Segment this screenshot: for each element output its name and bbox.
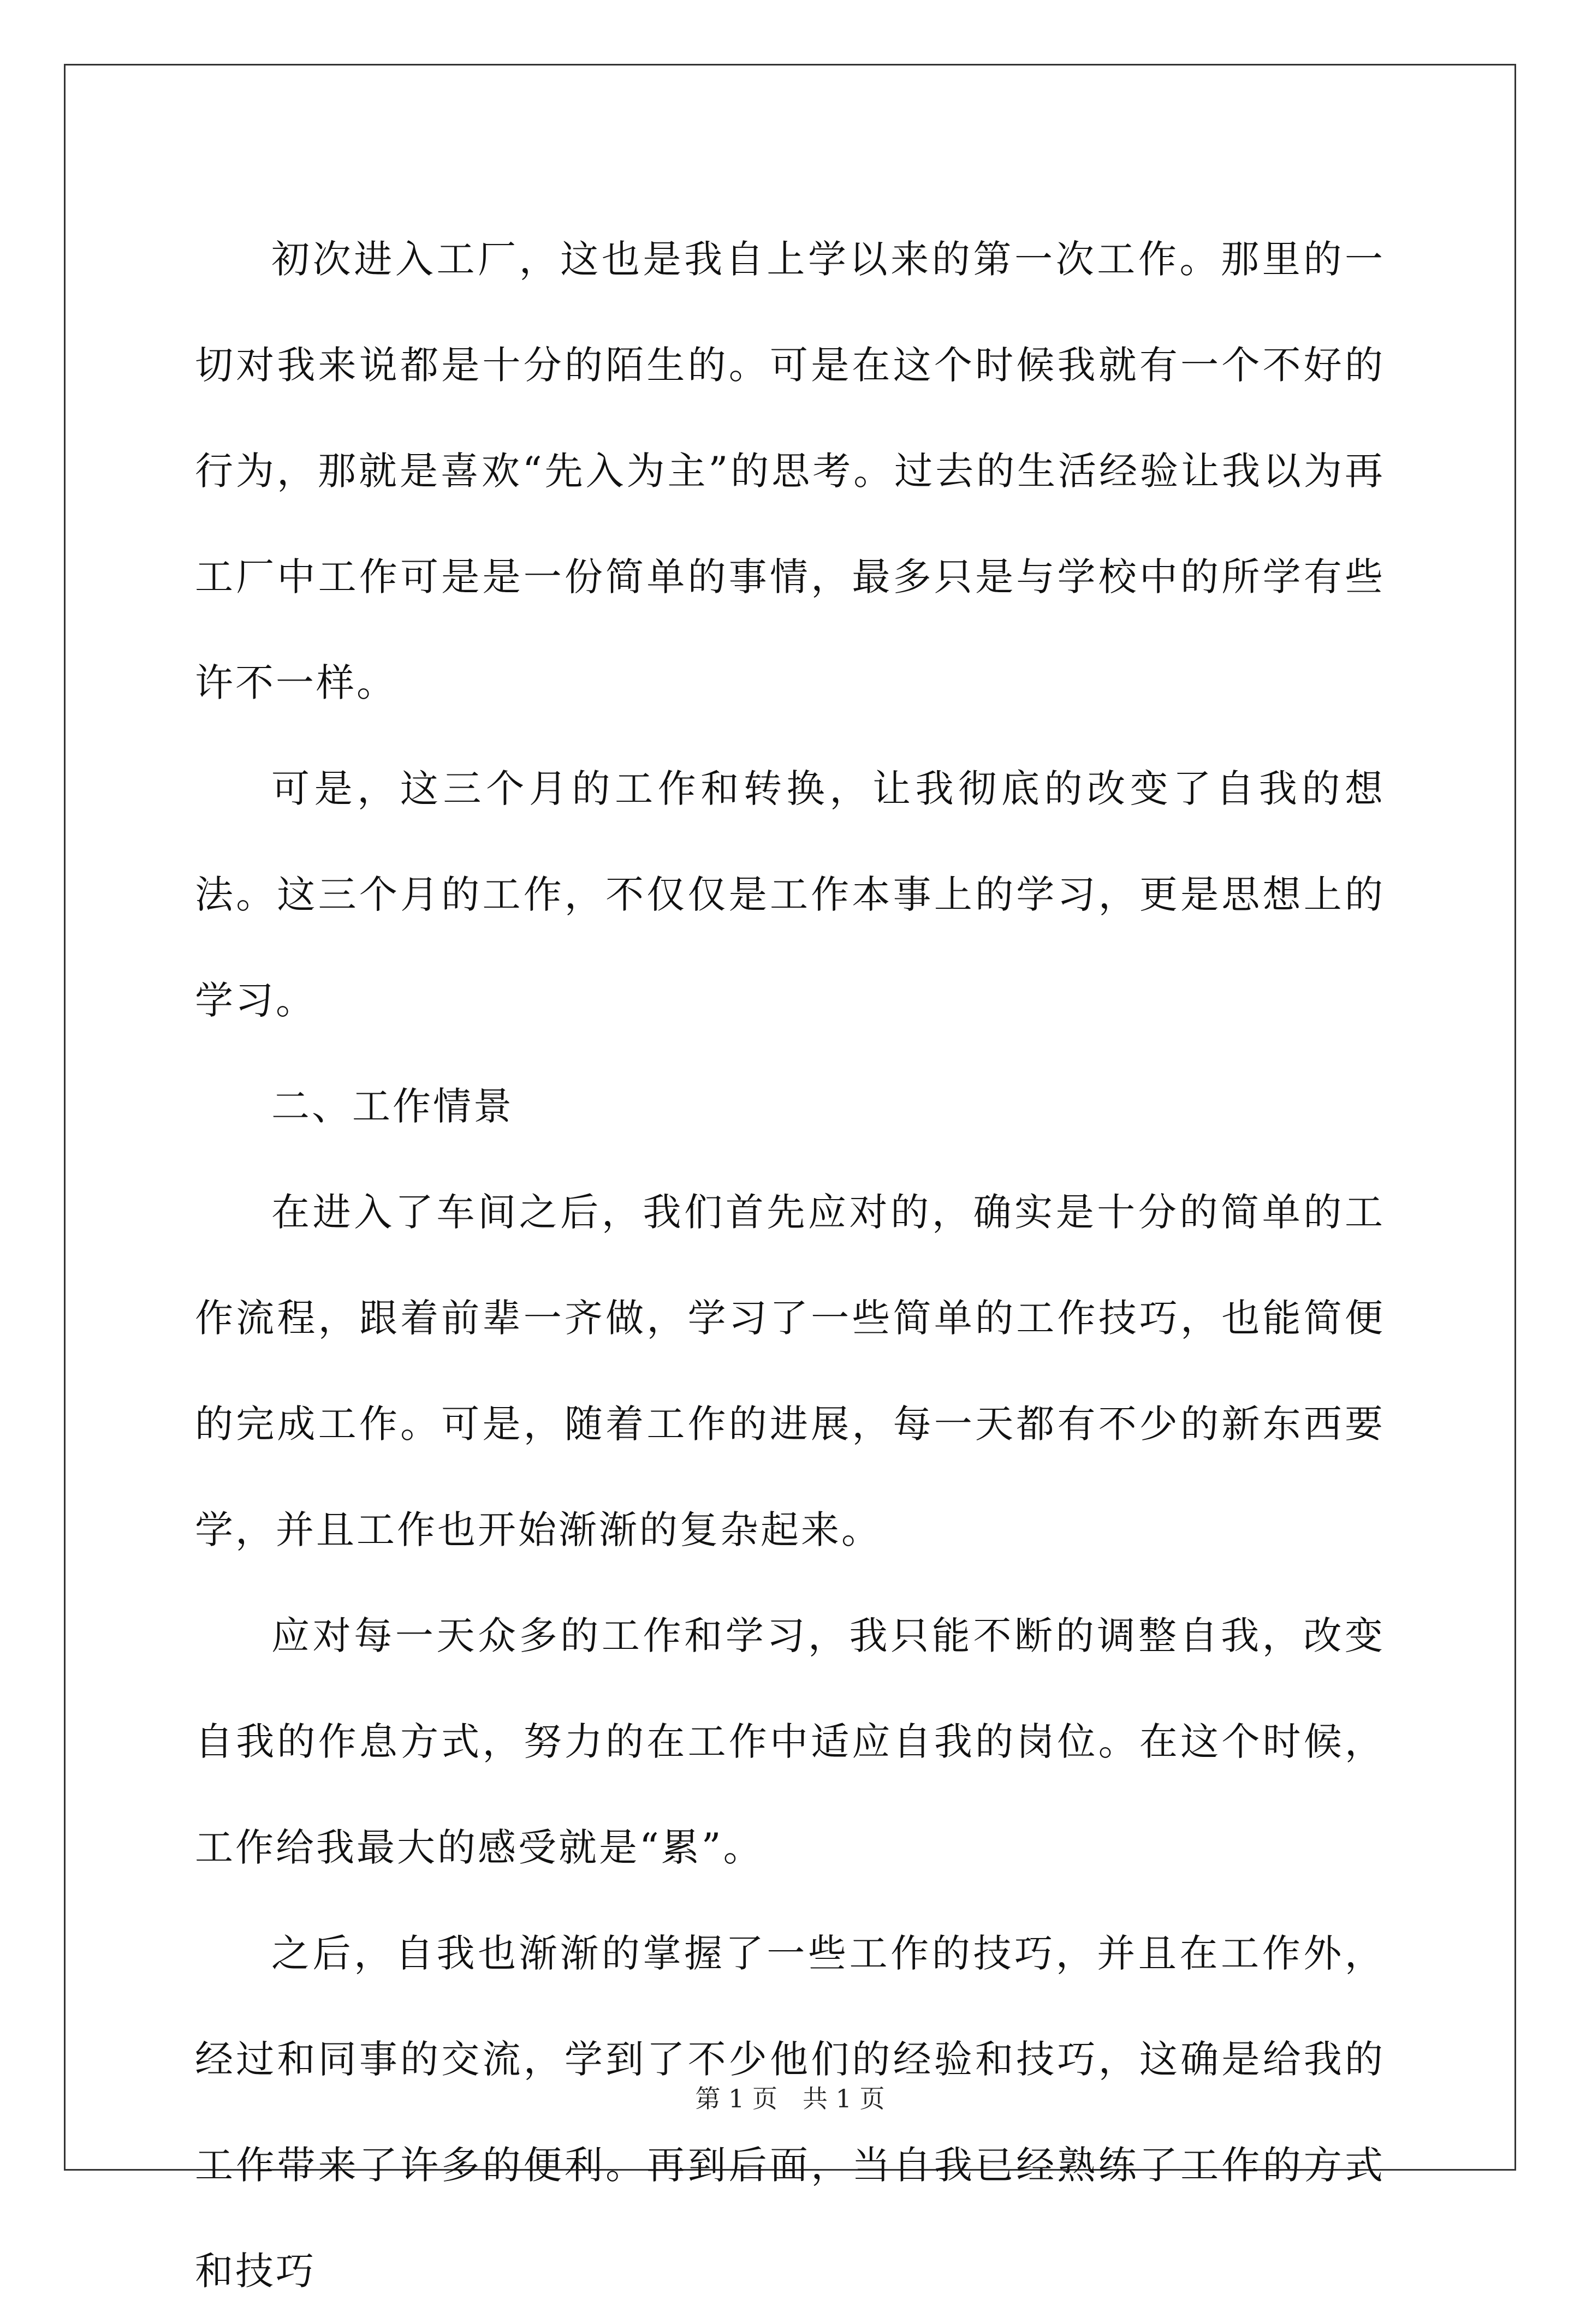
document-body <box>195 206 1385 2324</box>
page-number-footer: 第 1 页 共 1 页 <box>695 2084 885 2113</box>
paragraph-workshop: 在进入了车间之后，我们首先应对的，确实是十分的简单的工作流程，跟着前辈一齐做，学习了一些简单的工作技巧，也能简便的完成工作。可是，随着工作的进展，每一天都有不少的新东西要学，并且工作也开始渐渐的复杂起来。 <box>195 1190 1385 1552</box>
paragraph-intro: 初次进入工厂，这也是我自上学以来的第一次工作。那里的一切对我来说都是十分的陌生的。可是在这个时候我就有一个不好的行为，那就是喜欢“先入为主”的思考。过去的生活经验让我以为再工厂中工作可是是一份简单的事情，最多只是与学校中的所学有些许不一样。 <box>195 237 1385 705</box>
paragraph-change: 可是，这三个月的工作和转换，让我彻底的改变了自我的想法。这三个月的工作，不仅仅是工作本事上的学习，更是思想上的学习。 <box>195 766 1385 1023</box>
paragraph-adjustment: 应对每一天众多的工作和学习，我只能不断的调整自我，改变自我的作息方式，努力的在工作中适应自我的岗位。在这个时候，工作给我最大的感受就是“累”。 <box>195 1613 1385 1870</box>
paragraph-skills: 之后，自我也渐渐的掌握了一些工作的技巧，并且在工作外，经过和同事的交流，学到了不少他们的经验和技巧，这确是给我的工作带来了许多的便利。再到后面，当自我已经熟练了工作的方式和技巧 <box>195 1931 1385 2293</box>
section-heading-work-situation: 二、工作情景 <box>271 1084 514 1129</box>
